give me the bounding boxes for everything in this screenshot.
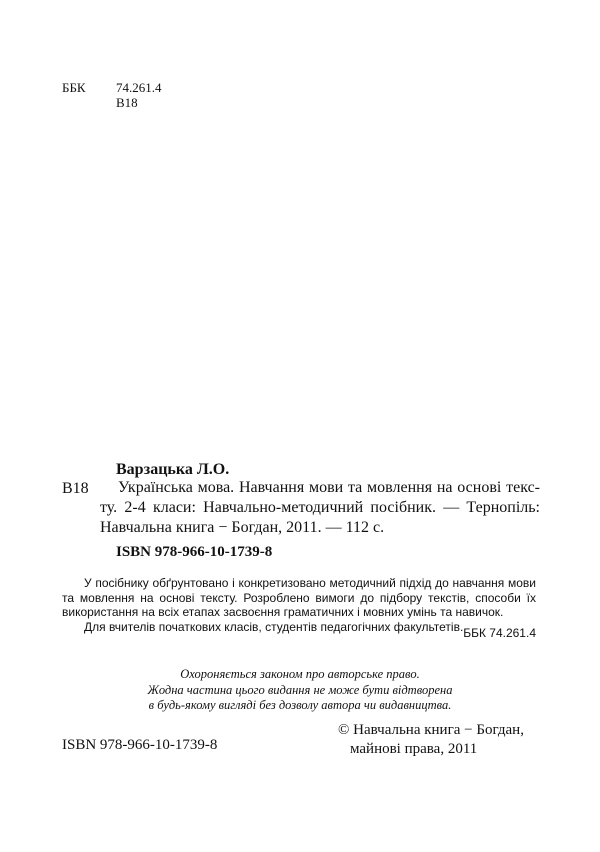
bbk-code: 74.261.4: [116, 80, 162, 95]
author-name: Варзацька Л.О.: [116, 461, 230, 478]
catalog-entry-line: Навчальна книга − Богдан, 2011. — 112 с.: [100, 519, 385, 536]
notice-line: Жодна частина цього видання не може бути відтворена: [147, 682, 453, 697]
abstract-line: У посібнику обґрунтовано і конкретизовано методичний підхід до навчання мови: [84, 576, 536, 590]
copyright-notice: [120, 667, 480, 714]
catalog-isbn: ISBN 978-966-10-1739-8: [116, 544, 273, 560]
catalog-author-sign: В18: [62, 480, 89, 497]
author-sign: В18: [116, 95, 138, 110]
catalog-entry-line: ту. 2-4 класи: Навчально-методичний посібник. — Тернопіль:: [100, 499, 540, 516]
bbk-label: ББК: [62, 80, 86, 95]
abstract-bbk: ББК 74.261.4: [463, 626, 536, 640]
notice-line: Охороняється законом про авторське право.: [180, 667, 420, 681]
copyright-line: майнові права, 2011: [350, 741, 478, 757]
footer-isbn: ISBN 978-966-10-1739-8: [62, 737, 218, 753]
copyright-line: © Навчальна книга − Богдан,: [338, 722, 524, 738]
catalog-entry: [100, 478, 540, 538]
abstract-line: використання на всіх етапах засвоєння граматичних і мовних умінь та навичок.: [62, 605, 504, 619]
abstract-line: та мовлення на основі тексту. Розроблено вимоги до підбору текстів, способи їх: [62, 590, 536, 605]
copyright-holder: [338, 721, 524, 759]
abstract-line: Для вчителів початкових класів, студентів педагогічних факультетів.: [84, 619, 464, 634]
notice-line: в будь-якому вигляді без дозволу автора чи видавництва.: [148, 698, 452, 712]
catalog-entry-line: Українська мова. Навчання мови та мовлення на основі текс-: [118, 479, 540, 496]
